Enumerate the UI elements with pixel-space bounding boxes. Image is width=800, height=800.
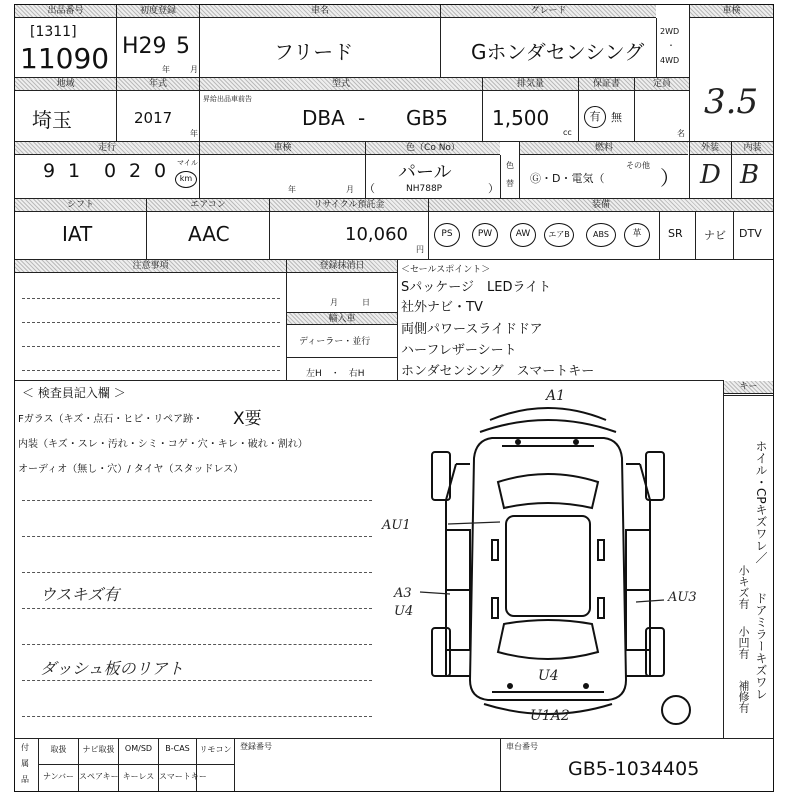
reg-date-day: 日 [362, 298, 370, 307]
equip-airbag: エアB [544, 223, 574, 247]
model-prefix: DBA [302, 106, 345, 130]
record-9: スマートキー [159, 772, 207, 781]
car-name: フリード [274, 40, 354, 64]
model-dash: - [358, 106, 366, 130]
equip-pw: PW [472, 223, 498, 247]
record-3: OM/SD [124, 744, 153, 753]
score: 3.5 [704, 82, 759, 122]
header-warranty: 保証書 [579, 78, 634, 91]
header-region: 地域 [15, 78, 116, 91]
drive-4wd: 4WD [660, 56, 680, 65]
mileage-digit-1: 9 [43, 160, 56, 182]
inspection-month-unit: 月 [346, 185, 354, 194]
diagram-mark-a3: A3 [394, 586, 412, 601]
region: 埼玉 [32, 108, 72, 132]
equip-sr: SR [668, 227, 683, 240]
inspector-line-audio: オーディオ（無し・穴）/ タイヤ（スタッドレス） [18, 464, 244, 475]
equip-leather: 革 [624, 223, 650, 247]
mileage-digit-4: 2 [129, 160, 142, 182]
diagram-mark-u1a2: U1A2 [530, 708, 570, 724]
diagram-mark-u4-left: U4 [394, 604, 414, 619]
mileage-digit-3: 0 [104, 160, 117, 182]
inspector-title: ＜ 検査員記入欄 ＞ [22, 386, 126, 400]
color: パール [398, 162, 452, 183]
mileage-km: km [175, 171, 197, 188]
color-change-bottom: 替 [506, 179, 514, 188]
header-ac: エアコン [147, 199, 269, 212]
interior-grade: B [740, 160, 760, 190]
diagram-mark-a1: A1 [546, 388, 566, 404]
recycle-amount: 10,060 [345, 224, 408, 245]
yen-unit: 円 [416, 245, 424, 254]
sales-point-3: 両側パワースライドドア [401, 322, 543, 337]
cc-unit: cc [563, 128, 572, 137]
seats-unit: 名 [677, 129, 685, 138]
fuel-options: Ⓖ・D・電気（ [530, 172, 605, 185]
header-reg-date: 登録抹消日 [287, 260, 397, 273]
exterior-grade: D [700, 160, 721, 190]
header-model-year: 年式 [117, 78, 199, 91]
diagram-mark-u4-rear: U4 [538, 668, 559, 684]
record-2: ナビ取扱 [82, 745, 115, 754]
reg-month-unit: 月 [190, 65, 198, 74]
grade: Gホンダセンシング [471, 40, 645, 64]
header-model: 型式 [200, 78, 482, 91]
inspection-year-unit: 年 [288, 185, 296, 194]
header-inspection: 車検 [690, 5, 773, 18]
header-interior: 内装 [732, 142, 773, 155]
reg-month: 5 [176, 34, 190, 59]
diagram-mark-au1: AU1 [382, 518, 411, 533]
header-notes: 注意事項 [15, 260, 286, 273]
mileage-digit-5: 0 [154, 160, 167, 182]
chassis-label: 車台番号 [506, 742, 538, 751]
reg-no-label: 登録番号 [240, 742, 272, 751]
import-type: ディーラー・並行 [299, 337, 371, 347]
header-shift: シフト [15, 199, 146, 212]
sales-point-5: ホンダセンシング スマートキー [401, 364, 595, 379]
reg-date-month: 月 [330, 298, 338, 307]
chassis-number: GB5-1034405 [568, 758, 700, 780]
drive-dot: ・ [667, 41, 675, 50]
header-import: 輸入車 [287, 312, 397, 325]
warranty-yes: 有 [584, 106, 606, 128]
lot-number: 11090 [20, 42, 110, 75]
warranty-no: 無 [611, 111, 622, 124]
drive-2wd: 2WD [660, 27, 680, 36]
inspector-line-interior: 内装（キズ・スレ・汚れ・シミ・コゲ・穴・キレ・破れ・割れ） [18, 439, 308, 450]
record-6: ナンバー [42, 772, 75, 781]
header-inspection-date: 車検 [200, 142, 365, 155]
displacement: 1,500 [492, 106, 550, 130]
side-label-1: 付 [21, 743, 29, 752]
record-8: キーレス [122, 772, 155, 781]
x-mark: X要 [233, 409, 262, 429]
header-lot: 出品番号 [15, 5, 116, 18]
model-year: 2017 [134, 109, 173, 127]
handle-side: 左H ・ 右H [306, 369, 365, 379]
fuel-other: その他 [626, 161, 650, 170]
record-5: リモコン [199, 745, 232, 754]
reg-year: H29 [122, 34, 167, 59]
color-paren-close: ） [488, 182, 499, 195]
side-label-3: 品 [21, 775, 29, 784]
vertical-note-2: ドアミラーキズワレ [754, 592, 768, 700]
handwritten-note-1: ウスキズ有 [40, 585, 120, 604]
vertical-note-4: 小凹有 [737, 626, 750, 659]
header-grade: グレード [441, 5, 656, 18]
header-car-name: 車名 [200, 5, 440, 18]
record-4: B-CAS [165, 744, 190, 753]
equip-abs: ABS [586, 223, 616, 247]
equip-navi: ナビ [704, 229, 726, 242]
header-exterior: 外装 [689, 142, 731, 155]
sales-point-2: 社外ナビ・TV [401, 300, 483, 315]
color-code: NH788P [406, 184, 443, 194]
equip-ps: PS [434, 223, 460, 247]
car-damage-diagram [380, 380, 720, 738]
sales-header: ＜セールスポイント＞ [401, 265, 491, 275]
equip-aw: AW [510, 223, 536, 247]
record-1: 取扱 [50, 745, 67, 754]
mileage-mile: マイル [177, 159, 198, 167]
header-displacement: 排気量 [483, 78, 578, 91]
mileage-digit-2: 1 [68, 160, 81, 182]
header-color: 色（Co No） [366, 142, 500, 155]
vertical-note-3: 小キズ有 [737, 565, 750, 609]
sales-point-4: ハーフレザーシート [401, 343, 517, 358]
header-equipment: 装備 [429, 199, 773, 212]
diagram-mark-au3: AU3 [668, 590, 697, 605]
header-key: キー [724, 381, 773, 394]
model-code: GB5 [406, 106, 448, 130]
model-year-unit: 年 [190, 129, 198, 138]
vertical-note-5: 補修有 [737, 680, 750, 713]
header-seats: 定員 [635, 78, 689, 91]
handwritten-note-2: ダッシュ板のリアト [40, 659, 184, 678]
header-mileage: 走行 [15, 142, 199, 155]
vertical-note-1: ホイル・CPキズワレ／ [754, 440, 768, 564]
side-label-2: 属 [21, 759, 29, 768]
shift: IAT [62, 222, 93, 246]
ac: AAC [188, 222, 230, 246]
model-note: 昇給出品車前告 [203, 95, 252, 103]
header-fuel: 燃料 [520, 142, 688, 155]
fuel-paren-close: ） [660, 166, 680, 190]
color-paren-open: （ [364, 182, 375, 195]
header-year: 初度登録 [117, 5, 199, 18]
header-recycle: リサイクル預託金 [270, 199, 428, 212]
equip-dtv: DTV [739, 227, 762, 240]
record-7: スペアキー [79, 772, 119, 781]
color-change-top: 色 [506, 161, 514, 170]
reg-year-unit: 年 [162, 65, 170, 74]
sales-point-1: Sパッケージ LEDライト [401, 280, 552, 295]
lot-code: [1311] [30, 24, 77, 40]
inspector-line-glass: Fガラス（キズ・点石・ヒビ・リペア跡・ [18, 414, 204, 425]
